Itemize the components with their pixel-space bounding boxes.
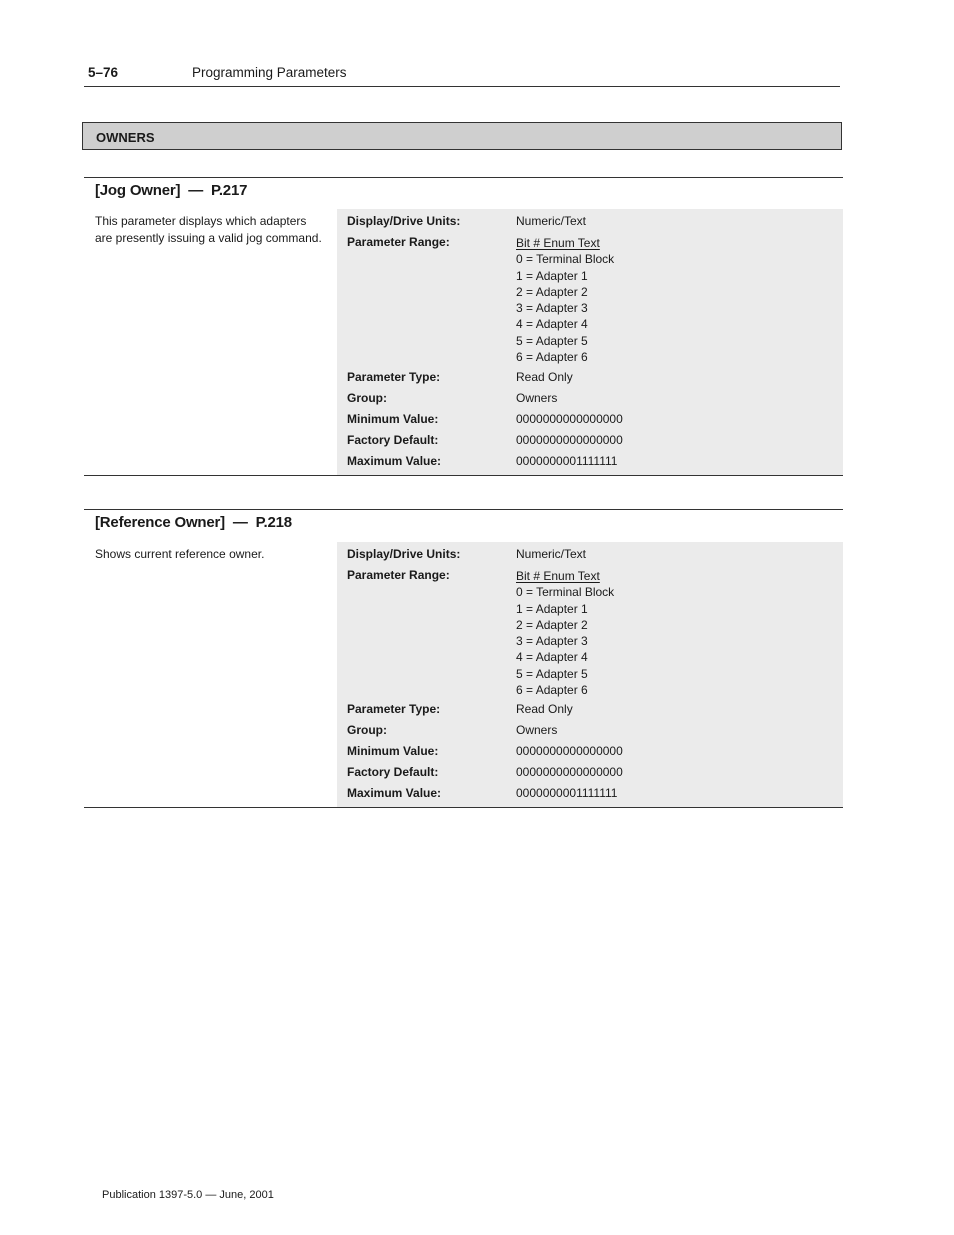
param-info-panel bbox=[337, 542, 843, 807]
value-group: Owners bbox=[516, 391, 558, 405]
label-display-units: Display/Drive Units: bbox=[347, 214, 461, 228]
label-minimum-value: Minimum Value: bbox=[347, 412, 439, 426]
section-title: OWNERS bbox=[96, 130, 155, 145]
page-header-title: Programming Parameters bbox=[192, 65, 347, 80]
param-block-jog-owner bbox=[84, 177, 843, 477]
param-bottom-rule bbox=[84, 475, 843, 476]
label-factory-default: Factory Default: bbox=[347, 765, 439, 779]
label-parameter-range: Parameter Range: bbox=[347, 568, 450, 582]
enum-item: 6 = Adapter 6 bbox=[516, 683, 588, 698]
enum-item: 0 = Terminal Block bbox=[516, 585, 615, 600]
label-maximum-value: Maximum Value: bbox=[347, 454, 442, 468]
label-group: Group: bbox=[347, 723, 387, 737]
value-factory-default: 0000000000000000 bbox=[516, 433, 623, 447]
label-minimum-value: Minimum Value: bbox=[347, 744, 439, 758]
page-number: 5–76 bbox=[88, 65, 119, 80]
value-display-units: Numeric/Text bbox=[516, 214, 587, 228]
label-group: Group: bbox=[347, 391, 387, 405]
enum-item: 3 = Adapter 3 bbox=[516, 301, 588, 316]
label-factory-default: Factory Default: bbox=[347, 433, 439, 447]
param-block-reference-owner bbox=[84, 509, 843, 809]
label-display-units: Display/Drive Units: bbox=[347, 547, 461, 561]
label-maximum-value: Maximum Value: bbox=[347, 786, 442, 800]
enum-header: Bit # Enum Text bbox=[516, 569, 600, 583]
value-parameter-type: Read Only bbox=[516, 702, 573, 716]
value-minimum-value: 0000000000000000 bbox=[516, 744, 623, 758]
enum-item: 2 = Adapter 2 bbox=[516, 617, 588, 632]
label-parameter-range: Parameter Range: bbox=[347, 235, 450, 249]
param-title: [Jog Owner] — P.217 bbox=[95, 182, 248, 199]
value-parameter-type: Read Only bbox=[516, 370, 573, 384]
param-top-rule bbox=[84, 509, 843, 510]
enum-item: 5 = Adapter 5 bbox=[516, 333, 588, 348]
enum-item: 1 = Adapter 1 bbox=[516, 268, 588, 283]
param-info-panel bbox=[337, 209, 843, 475]
value-parameter-range bbox=[516, 235, 614, 365]
value-display-units: Numeric/Text bbox=[516, 547, 587, 561]
param-description: Shows current reference owner. bbox=[95, 547, 265, 561]
enum-item: 3 = Adapter 3 bbox=[516, 634, 588, 649]
enum-header: Bit # Enum Text bbox=[516, 236, 600, 250]
enum-item: 4 = Adapter 4 bbox=[516, 317, 588, 332]
value-group: Owners bbox=[516, 723, 558, 737]
value-maximum-value: 0000000001111111 bbox=[516, 786, 618, 800]
value-maximum-value: 0000000001111111 bbox=[516, 454, 618, 468]
value-parameter-range bbox=[516, 568, 614, 698]
value-minimum-value: 0000000000000000 bbox=[516, 412, 623, 426]
footer-publication: Publication 1397-5.0 — June, 2001 bbox=[102, 1189, 274, 1201]
param-description: This parameter displays which adapters are presently issuing a valid jog command. bbox=[95, 214, 322, 245]
param-title: [Reference Owner] — P.218 bbox=[95, 514, 292, 531]
label-parameter-type: Parameter Type: bbox=[347, 702, 441, 716]
section-bar bbox=[82, 122, 842, 150]
enum-item: 0 = Terminal Block bbox=[516, 252, 615, 267]
enum-item: 4 = Adapter 4 bbox=[516, 650, 588, 665]
enum-item: 1 = Adapter 1 bbox=[516, 601, 588, 616]
label-parameter-type: Parameter Type: bbox=[347, 370, 441, 384]
enum-item: 5 = Adapter 5 bbox=[516, 666, 588, 681]
header-rule bbox=[84, 86, 840, 87]
param-top-rule bbox=[84, 177, 843, 178]
param-bottom-rule bbox=[84, 807, 843, 808]
enum-item: 2 = Adapter 2 bbox=[516, 284, 588, 299]
enum-item: 6 = Adapter 6 bbox=[516, 350, 588, 365]
value-factory-default: 0000000000000000 bbox=[516, 765, 623, 779]
